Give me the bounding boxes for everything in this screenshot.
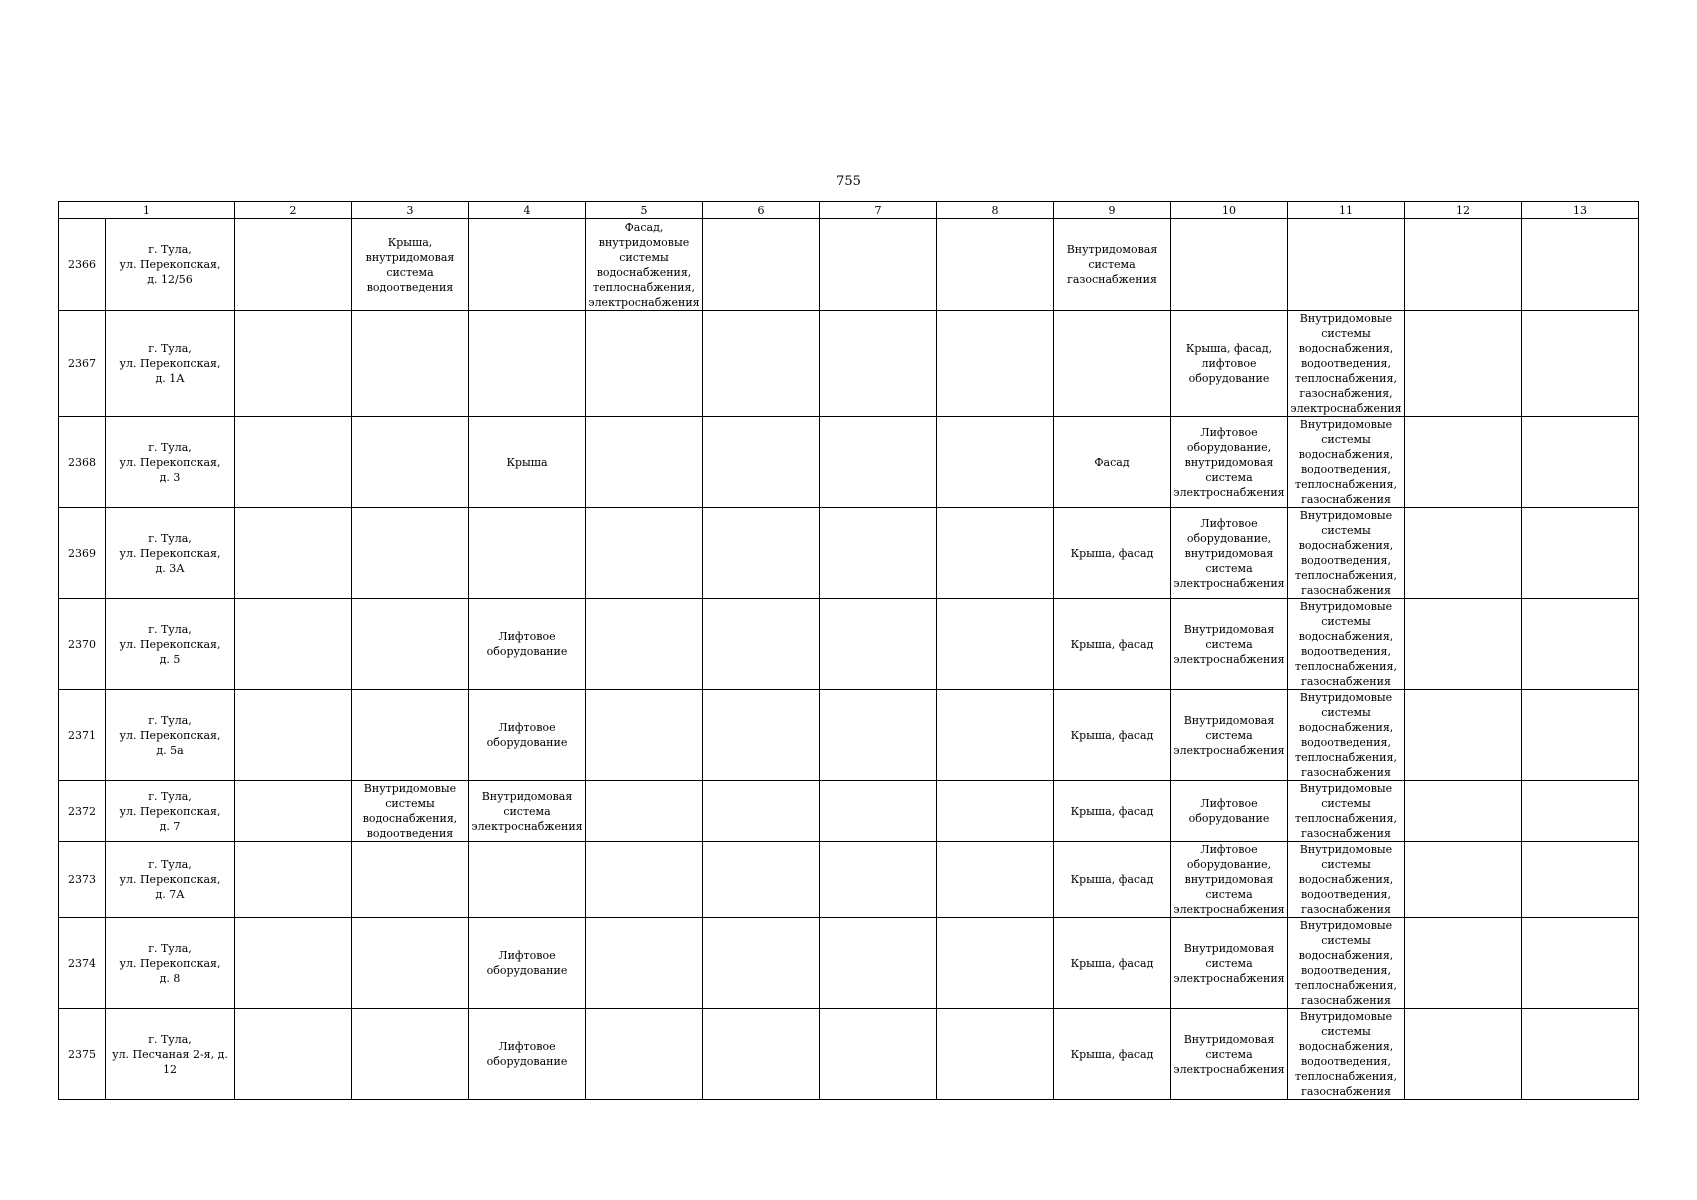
work-cell [235,311,352,417]
work-cell [352,690,469,781]
work-cell: Лифтовое оборудование [469,918,586,1009]
work-cell: Фасад [1054,417,1171,508]
work-cell [1405,781,1522,842]
work-cell [235,599,352,690]
row-number-cell: 2375 [59,1009,106,1100]
work-cell [937,508,1054,599]
work-cell [820,781,937,842]
work-cell: Лифтовое оборудование [469,690,586,781]
work-cell [1171,219,1288,311]
work-cell [703,508,820,599]
address-cell: г. Тула, ул. Песчаная 2-я, д. 12 [106,1009,235,1100]
work-cell [235,219,352,311]
work-cell [586,311,703,417]
work-cell [937,781,1054,842]
work-cell: Внутридомовые системы водоснабжения, водоотведения, теплоснабжения, газоснабжения [1288,918,1405,1009]
work-cell: Лифтовое оборудование [469,599,586,690]
work-cell: Внутридомовая система газоснабжения [1054,219,1171,311]
work-cell: Крыша, фасад [1054,918,1171,1009]
work-cell [1405,690,1522,781]
work-cell [703,417,820,508]
work-cell [820,508,937,599]
work-cell [820,219,937,311]
table-row [59,690,1639,781]
work-cell: Крыша, фасад [1054,690,1171,781]
work-cell [1522,311,1639,417]
address-cell: г. Тула, ул. Перекопская, д. 7 [106,781,235,842]
row-number-cell: 2371 [59,690,106,781]
work-cell [1405,1009,1522,1100]
work-cell [586,781,703,842]
work-cell [1522,781,1639,842]
work-cell: Крыша, фасад [1054,599,1171,690]
work-cell [235,508,352,599]
work-cell [820,842,937,918]
work-cell [1405,842,1522,918]
work-cell: Крыша, фасад [1054,1009,1171,1100]
work-cell [1405,599,1522,690]
work-cell: Лифтовое оборудование, внутридомовая система электроснабжения [1171,417,1288,508]
work-cell [937,417,1054,508]
work-cell [586,918,703,1009]
page-number: 755 [836,174,861,189]
work-cell [352,918,469,1009]
work-cell [1405,918,1522,1009]
row-number-cell: 2373 [59,842,106,918]
work-cell [937,690,1054,781]
work-cell: Внутридомовые системы водоснабжения, водоотведения, газоснабжения [1288,842,1405,918]
work-cell: Внутридомовая система электроснабжения [469,781,586,842]
row-number-cell: 2372 [59,781,106,842]
work-cell [703,1009,820,1100]
table-row [59,219,1639,311]
work-cell: Внутридомовые системы водоснабжения, водоотведения, теплоснабжения, газоснабжения [1288,417,1405,508]
work-cell [235,918,352,1009]
column-header: 4 [469,202,586,219]
work-cell [1405,508,1522,599]
work-cell [937,219,1054,311]
work-cell [352,417,469,508]
column-header: 12 [1405,202,1522,219]
work-cell [586,842,703,918]
work-cell [703,599,820,690]
work-cell [586,1009,703,1100]
table-row [59,781,1639,842]
address-cell: г. Тула, ул. Перекопская, д. 5а [106,690,235,781]
work-cell: Крыша, фасад, лифтовое оборудование [1171,311,1288,417]
column-header: 10 [1171,202,1288,219]
row-number-cell: 2367 [59,311,106,417]
work-cell: Внутридомовая система электроснабжения [1171,599,1288,690]
address-cell: г. Тула, ул. Перекопская, д. 3 [106,417,235,508]
row-number-cell: 2370 [59,599,106,690]
column-header: 8 [937,202,1054,219]
table-row [59,599,1639,690]
work-cell [820,599,937,690]
work-cell [820,311,937,417]
work-cell: Лифтовое оборудование [469,1009,586,1100]
column-header: 5 [586,202,703,219]
work-cell: Крыша, фасад [1054,781,1171,842]
work-cell [937,1009,1054,1100]
column-header: 7 [820,202,937,219]
work-cell [469,842,586,918]
row-number-cell: 2366 [59,219,106,311]
work-cell: Крыша, внутридомовая система водоотведения [352,219,469,311]
work-cell [469,508,586,599]
address-cell: г. Тула, ул. Перекопская, д. 5 [106,599,235,690]
column-number-row [59,202,1639,219]
work-cell [820,417,937,508]
work-cell [703,219,820,311]
work-cell: Внутридомовые системы теплоснабжения, газоснабжения [1288,781,1405,842]
address-cell: г. Тула, ул. Перекопская, д. 1А [106,311,235,417]
work-cell [820,690,937,781]
work-cell [469,311,586,417]
work-cell [1522,219,1639,311]
work-cell [820,1009,937,1100]
work-cell [1522,918,1639,1009]
work-cell [1522,690,1639,781]
work-cell: Внутридомовые системы водоснабжения, водоотведения, теплоснабжения, газоснабжения, электроснабжения [1288,311,1405,417]
work-cell [235,1009,352,1100]
work-cell [352,508,469,599]
work-cell: Крыша, фасад [1054,842,1171,918]
table-row [59,842,1639,918]
work-cell [703,918,820,1009]
column-header: 6 [703,202,820,219]
column-header: 3 [352,202,469,219]
work-cell [937,842,1054,918]
table-row [59,417,1639,508]
work-cell: Фасад, внутридомовые системы водоснабжения, теплоснабжения, электроснабжения [586,219,703,311]
work-cell [352,599,469,690]
work-cell: Внутридомовые системы водоснабжения, водоотведения, теплоснабжения, газоснабжения [1288,1009,1405,1100]
work-cell [703,781,820,842]
address-cell: г. Тула, ул. Перекопская, д. 3А [106,508,235,599]
work-cell [1522,1009,1639,1100]
column-header: 9 [1054,202,1171,219]
register-table [58,201,1639,1100]
column-header: 11 [1288,202,1405,219]
work-cell [586,690,703,781]
work-cell [1288,219,1405,311]
work-cell [703,842,820,918]
row-number-cell: 2368 [59,417,106,508]
work-cell [352,311,469,417]
column-header: 2 [235,202,352,219]
work-cell [703,690,820,781]
work-cell [586,508,703,599]
work-cell [937,918,1054,1009]
work-cell: Внутридомовая система электроснабжения [1171,1009,1288,1100]
work-cell: Лифтовое оборудование, внутридомовая система электроснабжения [1171,508,1288,599]
column-header: 13 [1522,202,1639,219]
work-cell [1522,842,1639,918]
address-cell: г. Тула, ул. Перекопская, д. 8 [106,918,235,1009]
work-cell [1405,417,1522,508]
work-cell [937,311,1054,417]
work-cell: Внутридомовые системы водоснабжения, водоотведения, теплоснабжения, газоснабжения [1288,508,1405,599]
work-cell [235,690,352,781]
table-row [59,918,1639,1009]
table-row [59,1009,1639,1100]
work-cell [1522,508,1639,599]
work-cell: Лифтовое оборудование [1171,781,1288,842]
work-cell [352,842,469,918]
work-cell [469,219,586,311]
work-cell [937,599,1054,690]
address-cell: г. Тула, ул. Перекопская, д. 7А [106,842,235,918]
table-row [59,508,1639,599]
work-cell [1054,311,1171,417]
row-number-cell: 2374 [59,918,106,1009]
column-header: 1 [59,202,235,219]
work-cell [235,842,352,918]
work-cell [1405,311,1522,417]
work-cell: Внутридомовая система электроснабжения [1171,690,1288,781]
work-cell: Внутридомовые системы водоснабжения, водоотведения, теплоснабжения, газоснабжения [1288,599,1405,690]
work-cell [235,781,352,842]
work-cell: Внутридомовые системы водоснабжения, водоотведения [352,781,469,842]
work-cell [235,417,352,508]
work-cell [586,599,703,690]
table-row [59,311,1639,417]
work-cell [586,417,703,508]
address-cell: г. Тула, ул. Перекопская, д. 12/56 [106,219,235,311]
work-cell [1405,219,1522,311]
work-cell [1522,417,1639,508]
work-cell: Внутридомовые системы водоснабжения, водоотведения, теплоснабжения, газоснабжения [1288,690,1405,781]
work-cell [352,1009,469,1100]
work-cell [1522,599,1639,690]
work-cell [703,311,820,417]
work-cell: Крыша, фасад [1054,508,1171,599]
work-cell: Крыша [469,417,586,508]
work-cell: Внутридомовая система электроснабжения [1171,918,1288,1009]
work-cell [820,918,937,1009]
work-cell: Лифтовое оборудование, внутридомовая система электроснабжения [1171,842,1288,918]
row-number-cell: 2369 [59,508,106,599]
